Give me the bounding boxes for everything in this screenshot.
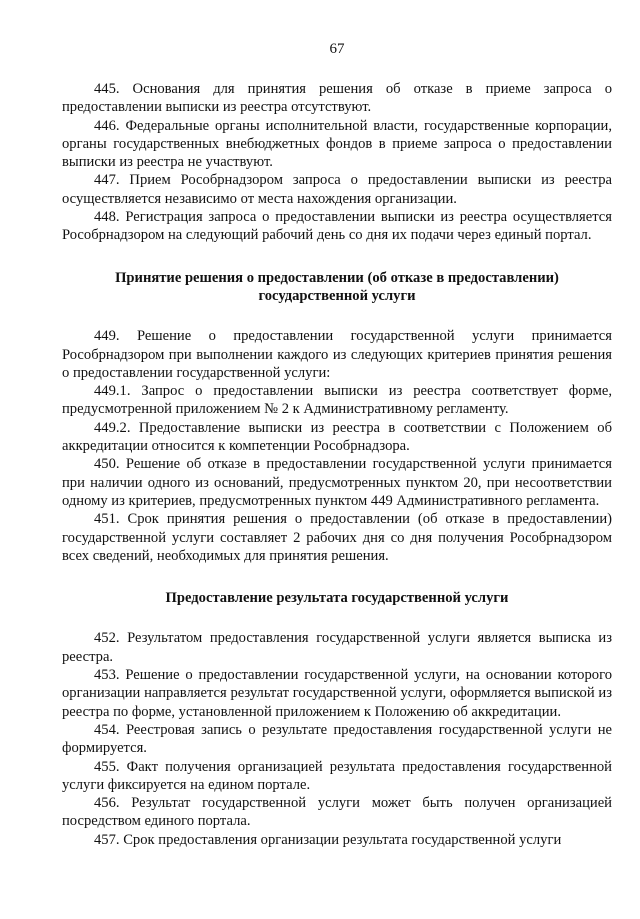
section-heading-result: Предоставление результата государственной услуги [165, 590, 509, 607]
paragraph-447: 447. Прием Рособрнадзором запроса о предоставлении выписки из реестра осуществляется независимо от места нахождения организации. [62, 172, 612, 207]
paragraph-453: 453. Решение о предоставлении государственной услуги, на основании которого организации направляется результат государственной услуги, оформляется выпиской из реестра по форме, установленной приложением к Положению об аккредитации. [62, 667, 612, 720]
section-heading-decision: Принятие решения о предоставлении (об отказе в предоставлении) государственной услуги [115, 269, 559, 304]
paragraph-452: 452. Результатом предоставления государственной услуги является выписка из реестра. [62, 630, 612, 665]
paragraph-451: 451. Срок принятия решения о предоставлении (об отказе в предоставлении) государственной услуги составляет 2 рабочих дня со дня получения Рособрнадзором всех сведений, необходимых для принятия решения. [62, 511, 612, 564]
paragraph-450: 450. Решение об отказе в предоставлении государственной услуги принимается при наличии одного из оснований, предусмотренных пунктом 20, при несоответствии одному из критериев, предусмотренных пунктом 449 Административного регламента. [62, 456, 612, 509]
paragraph-449-1: 449.1. Запрос о предоставлении выписки из реестра соответствует форме, предусмотренной приложением № 2 к Административному регламенту. [62, 383, 612, 418]
paragraph-445: 445. Основания для принятия решения об отказе в приеме запроса о предоставлении выписки из реестра отсутствуют. [62, 81, 612, 116]
paragraph-457: 457. Срок предоставления организации результата государственной услуги [94, 831, 562, 848]
paragraph-455: 455. Факт получения организацией результата предоставления государственной услуги фиксируется на едином портале. [62, 758, 612, 793]
paragraph-449: 449. Решение о предоставлении государственной услуги принимается Рособрнадзором при выполнении каждого из следующих критериев принятия решения о предоставлении государственной услуги: [62, 328, 612, 381]
paragraph-449-2: 449.2. Предоставление выписки из реестра в соответствии с Положением об аккредитации относится к компетенции Рособрнадзора. [62, 419, 612, 455]
paragraph-446: 446. Федеральные органы исполнительной власти, государственные корпорации, органы государственных внебюджетных фондов в приеме запроса о предоставлении выписки из реестра не участвуют. [62, 117, 612, 171]
page-number: 67 [329, 41, 345, 57]
paragraph-456: 456. Результат государственной услуги может быть получен организацией посредством единого портала. [62, 795, 612, 830]
paragraph-454: 454. Реестровая запись о результате предоставления государственной услуги не формируется. [62, 721, 612, 757]
paragraph-448: 448. Регистрация запроса о предоставлении выписки из реестра осуществляется Рособрнадзором на следующий рабочий день со дня их подачи через единый портал. [62, 209, 612, 244]
